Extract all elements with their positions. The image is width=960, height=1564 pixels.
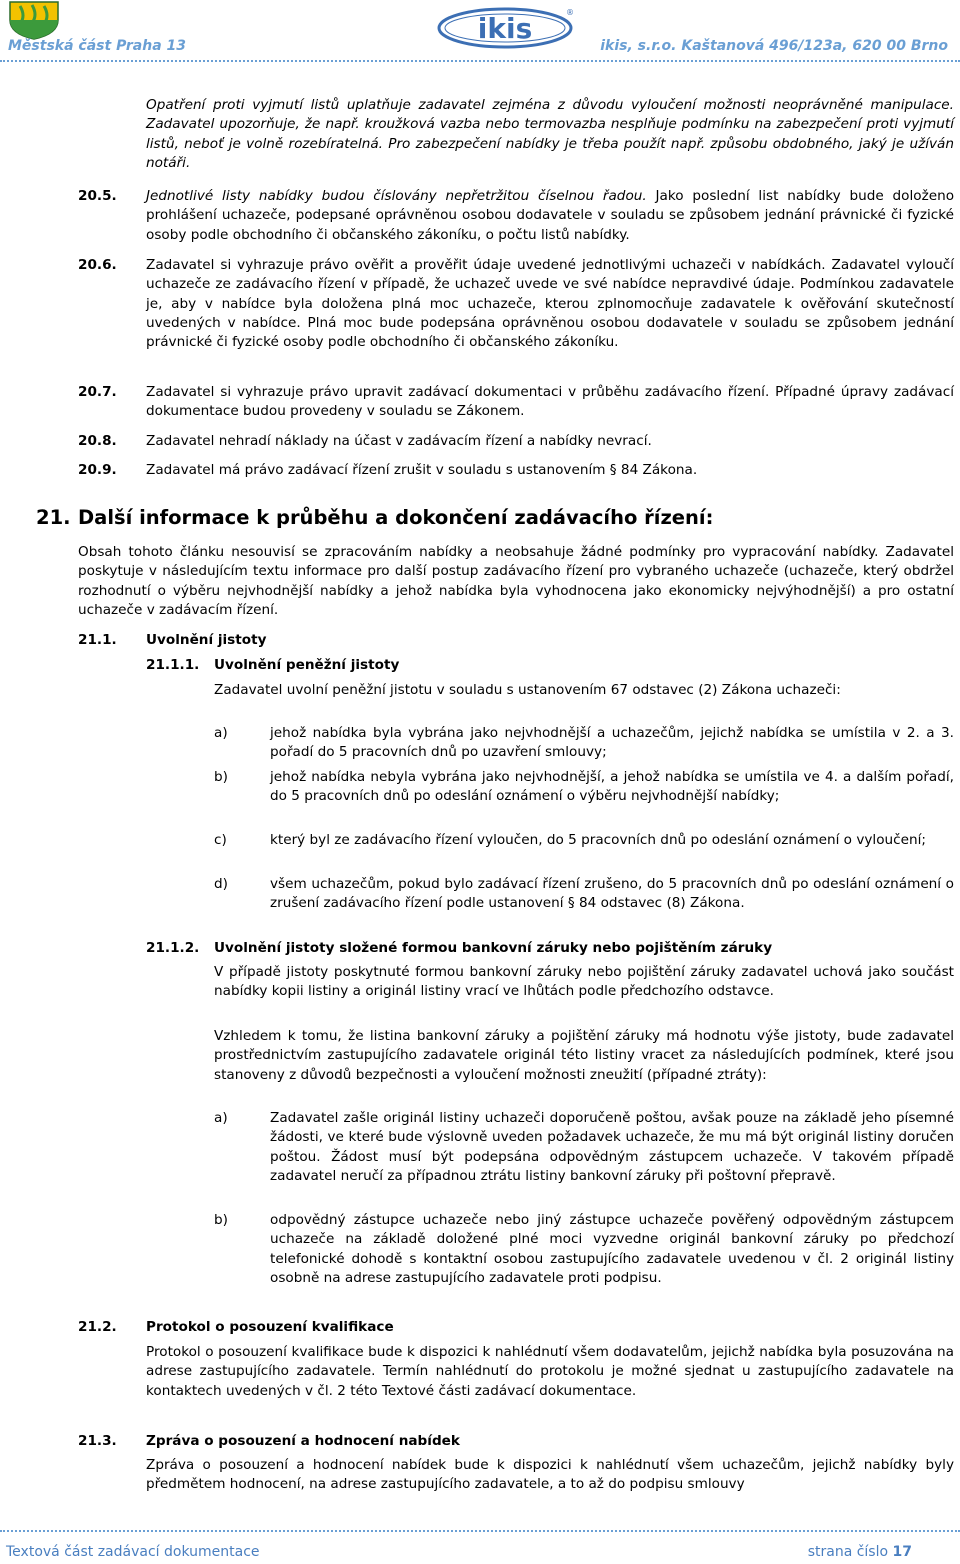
list-item-text: který byl ze zadávacího řízení vyloučen, do 5 pracovních dnů po odeslání oznámení o vyloučení; (270, 832, 926, 848)
section-20-5-number: 20.5. (78, 188, 117, 204)
footer-document-title: Textová část zadávací dokumentace (6, 1544, 260, 1560)
footer-page-info (808, 1544, 912, 1560)
intro-paragraph: Opatření proti vyjmutí listů uplatňuje zadavatel zejména z důvodu vyloučení možnosti neoprávněné manipulace. Zadavatel upozorňuje, že např. kroužková vazba nebo termovazba nesplňuje podmínku na zabezpečení proti vyjmutí listů, neboť je volně rozebíratelná. Pro zabezpečení nabídky je třeba použít např. způsobu obdobného, jaký je užíván notáři. (146, 97, 954, 171)
footer-page-number: 17 (892, 1544, 912, 1560)
section-21-2-title: Protokol o posouzení kvalifikace (146, 1319, 394, 1335)
list-item-label: b) (214, 769, 228, 785)
section-21-3-number: 21.3. (78, 1433, 117, 1449)
list-item-label: a) (214, 1110, 228, 1126)
svg-text:®: ® (566, 8, 574, 17)
section-21-2-number: 21.2. (78, 1319, 117, 1335)
section-21-3-title: Zpráva o posouzení a hodnocení nabídek (146, 1433, 460, 1449)
section-21-1-2-number: 21.1.2. (146, 940, 200, 956)
ikis-logo-text: ikis (477, 12, 533, 45)
section-21-1-title: Uvolnění jistoty (146, 632, 267, 648)
footer-divider (0, 1530, 960, 1532)
section-21-number: 21. (36, 506, 71, 529)
section-20-8-number: 20.8. (78, 433, 117, 449)
section-20-9-number: 20.9. (78, 462, 117, 478)
section-20-6-text: Zadavatel si vyhrazuje právo ověřit a prověřit údaje uvedené jednotlivými uchazeči v nabídkách. Zadavatel vyloučí uchazeče ze zadávacího řízení v případě, že uchazeč uvede ve své nabídce nepravdivé údaje. Podmínkou zadavatele je, aby v nabídce byla doložena plná moc uchazeče, kterou zplnomocňuje zadavatele k ověřování skutečností uvedených v nabídce. Plná moc bude podepsána oprávněnou osobou dodavatele v souladu se způsobem jednání právnické či fyzické osoby podle obchodního či občanského zákoníku. (146, 257, 954, 351)
footer-page-label: strana číslo (807, 1544, 889, 1560)
section-20-8-text: Zadavatel nehradí náklady na účast v zadávacím řízení a nabídky nevrací. (146, 433, 652, 449)
list-item-label: b) (214, 1212, 228, 1228)
section-21-1-2-title: Uvolnění jistoty složené formou bankovní záruky nebo pojištěním záruky (214, 940, 773, 956)
list-item-text: jehož nabídka nebyla vybrána jako nejvhodnější, a jehož nabídka se umístila ve 4. a dalším pořadí, do 5 pracovních dnů po odeslání oznámení o výběru nejvhodnější nabídky; (270, 769, 954, 805)
list-item-text: Zadavatel zašle originál listiny uchazeči doporučeně poštou, avšak pouze na základě jeho písemné žádosti, ve které bude výslovně uveden požadavek uchazeče, že mu má být originál listiny doručen poštou. Žádost musí být podepsána odpovědným zástupcem uchazeče. V takovém případě zadavatel neručí za případnou ztrátu listiny bankovní záruky při poštovní přepravě. (270, 1110, 954, 1184)
list-item-text: všem uchazečům, pokud bylo zadávací řízení zrušeno, do 5 pracovních dnů po odeslání oznámení o zrušení zadávacího řízení podle ustanovení § 84 odstavec (8) Zákona. (270, 876, 954, 912)
section-20-5-rest: Jako poslední list nabídky bude doloženo prohlášení uchazeče, podepsané oprávněnou osobou dodavatele v souladu se způsobem jednání právnické či fyzické osoby podle obchodního či občanského zákoníku, o počtu listů nabídky. (146, 188, 955, 243)
section-20-5-text (146, 187, 954, 245)
list-item-text: odpovědný zástupce uchazeče nebo jiný zástupce uchazeče pověřený odpovědným zástupcem uchazeče na základě doložené plné moci vyzvedne originál bankovní záruky po předchozí telefonické dohodě s kontaktní osobou zastupujícího zadavatele uvedenou v čl. 2 originál listiny osobně na adrese zastupujícího zadavatele proti podpisu. (270, 1212, 954, 1286)
list-item-label: d) (214, 876, 228, 892)
section-21-text: Obsah tohoto článku nesouvisí se zpracováním nabídky a neobsahuje žádné podmínky pro vypracování nabídky. Zadavatel poskytuje v následujícím textu informace pro další postup zadávacího řízení pro vybraného uchazeče (uchazeče, který obdržel rozhodnutí o výběru nejvhodnější nabídky a jehož nabídka byla vyhodnocena jako ekonomicky nejvýhodnější) a pro ostatní uchazeče v zadávacím řízení. (78, 544, 954, 618)
list-item-label: c) (214, 832, 227, 848)
section-21-1-1-number: 21.1.1. (146, 657, 200, 673)
list-item-text: jehož nabídka byla vybrána jako nejvhodnější a uchazečům, jejichž nabídka se umístila v 2. a 3. pořadí do 5 pracovních dnů po uzavření smlouvy; (270, 725, 954, 761)
section-21-3-text: Zpráva o posouzení a hodnocení nabídek bude k dispozici k nahlédnutí všem uchazečům, jejichž nabídky byly předmětem hodnocení, na adrese zastupujícího zadavatele, a to až do podpisu smlouvy (146, 1457, 954, 1493)
section-21-1-1-title: Uvolnění peněžní jistoty (214, 657, 400, 673)
section-21-1-2-paragraph-2: Vzhledem k tomu, že listina bankovní záruky a pojištění záruky má hodnotu výše jistoty, bude zadavatel prostřednictvím zastupujícího zadavatele originál této listiny vracet za následujících podmínek, které jsou stanoveny z důvodů bezpečnosti a vyloučení možnosti zneužití (případné ztráty): (214, 1028, 954, 1083)
header-organization: Městská část Praha 13 (8, 38, 187, 54)
section-21-title: Další informace k průběhu a dokončení zadávacího řízení: (78, 506, 714, 529)
section-21-1-number: 21.1. (78, 632, 117, 648)
section-20-6-number: 20.6. (78, 257, 117, 273)
section-20-5-italic: Jednotlivé listy nabídky budou číslovány nepřetržitou číselnou řadou. (146, 188, 647, 204)
section-21-1-2-paragraph-1: V případě jistoty poskytnuté formou bankovní záruky nebo pojištění záruky zadavatel uchová jako součást nabídky kopii listiny a originál listiny vrací ve lhůtách podle předchozího odstavce. (214, 964, 954, 1000)
section-20-7-text: Zadavatel si vyhrazuje právo upravit zadávací dokumentaci v průběhu zadávacího řízení. Případné úpravy zadávací dokumentace budou provedeny v souladu se Zákonem. (146, 384, 954, 420)
header-address: ikis, s.r.o. Kaštanová 496/123a, 620 00 Brno (600, 38, 948, 54)
list-item-label: a) (214, 725, 228, 741)
section-20-9-text: Zadavatel má právo zadávací řízení zrušit v souladu s ustanovením § 84 Zákona. (146, 462, 698, 478)
section-21-1-1-intro: Zadavatel uvolní peněžní jistotu v souladu s ustanovením 67 odstavec (2) Zákona uchazeči: (214, 682, 841, 698)
section-20-7-number: 20.7. (78, 384, 117, 400)
section-21-2-text: Protokol o posouzení kvalifikace bude k dispozici k nahlédnutí všem dodavatelům, jejichž nabídka byla posuzována na adrese zastupujícího zadavatele. Termín nahlédnutí do protokolu je možné sjednat u zastupujícího zadavatele na kontaktech uvedených v čl. 2 této Textové části zadávací dokumentace. (146, 1344, 954, 1399)
